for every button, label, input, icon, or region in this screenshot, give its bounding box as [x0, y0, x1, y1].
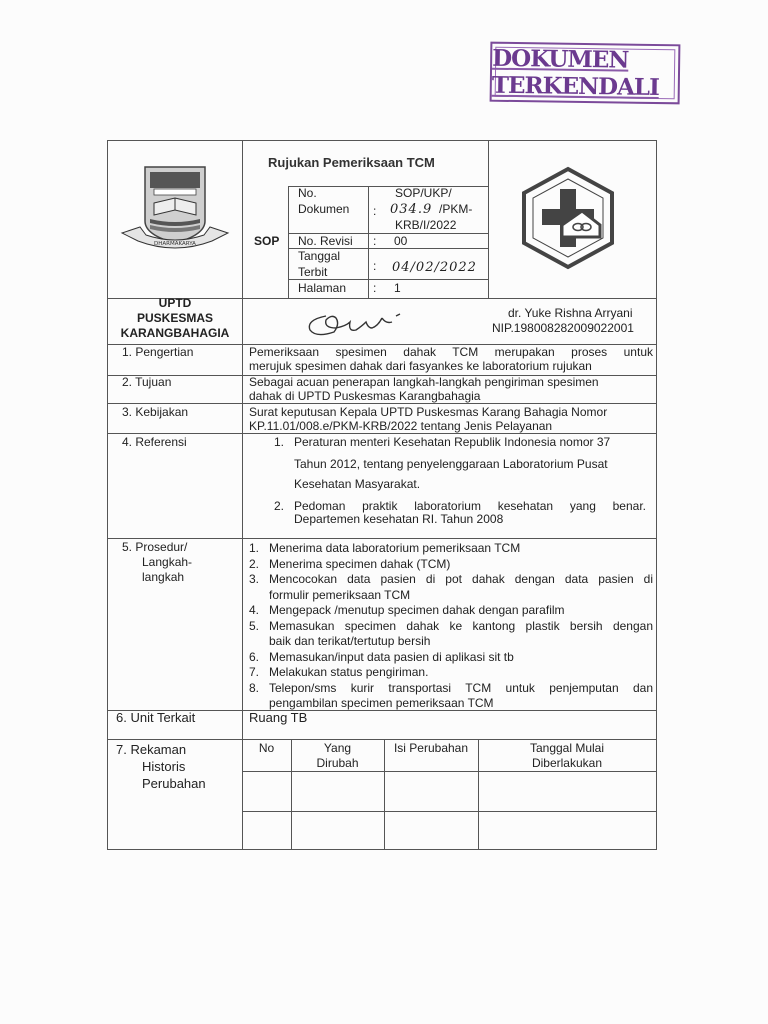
list-item: 1. Menerima data laboratorium pemeriksaan TCM	[249, 541, 521, 555]
document-title: Rujukan Pemeriksaan TCM	[268, 155, 435, 170]
prosedur-label-3: langkah	[142, 570, 185, 584]
org-uptd: UPTD	[158, 296, 192, 310]
list-item: 7. Melakukan status pengiriman.	[249, 665, 429, 679]
pengertian-line-1: Pemeriksaan spesimen dahak TCM merupakan proses untuk	[249, 345, 653, 359]
no-revisi-value: 00	[394, 234, 408, 248]
referensi-label: 4. Referensi	[122, 435, 187, 449]
tanggal-terbit-colon: :	[373, 259, 377, 273]
tujuan-line-1: Sebagai acuan penerapan langkah-langkah pengiriman spesimen	[249, 375, 599, 389]
stamp-text: DOKUMEN TERKENDALI	[491, 44, 660, 102]
list-item: 4. Mengepack /menutup specimen dahak dengan parafilm	[249, 603, 565, 617]
tanggal-terbit-label-2: Terbit	[298, 265, 328, 279]
tanggal-terbit-value: 04/02/2022	[392, 260, 477, 275]
pengertian-line-2: merujuk spesimen dahak dari fasyankes ke laboratorium rujukan	[249, 359, 592, 373]
prosedur-list	[249, 541, 653, 712]
prosedur-label: 5. Prosedur/	[122, 540, 188, 554]
sop-label: SOP	[254, 234, 280, 248]
list-item: 2. Menerima specimen dahak (TCM)	[249, 556, 451, 571]
signer-name: dr. Yuke Rishna Arryani	[508, 306, 633, 320]
no-dokumen-label: No.	[298, 186, 317, 200]
rekaman-col-isi: Isi Perubahan	[393, 741, 469, 755]
list-item: 3. Mencocokan data pasien di pot dahak dengan data pasien di formulir pemeriksaan TCM	[249, 572, 653, 602]
halaman-value: 1	[394, 281, 401, 295]
referensi-2-line-1: Pedoman praktik laboratorium kesehatan yang benar.	[294, 499, 646, 513]
referensi-1-line-3: Kesehatan Masyarakat.	[294, 477, 421, 491]
no-dokumen-value: SOP/UKP/	[395, 186, 452, 200]
no-dokumen-value-2: /PKM-	[439, 202, 473, 216]
no-dokumen-value-3: KRB/I/2022	[395, 218, 457, 232]
no-dokumen-colon: :	[373, 204, 377, 218]
kebijakan-label: 3. Kebijakan	[122, 405, 189, 419]
org-karangbahagia: KARANGBAHAGIA	[120, 326, 230, 340]
no-revisi-colon: :	[373, 234, 377, 248]
referensi-1-line-2: Tahun 2012, tentang penyelenggaraan Laboratorium Pusat	[294, 457, 608, 471]
no-dokumen-handwritten: 034.9	[390, 202, 433, 217]
rekaman-label-3: Perubahan	[142, 776, 206, 791]
regency-crest-logo	[120, 163, 230, 259]
tujuan-line-2: dahak di UPTD Puskesmas Karangbahagia	[249, 389, 481, 403]
list-item: 5. Memasukan specimen dahak ke kantong plastik bersih dengan baik dan terikat/tertutup bersih	[249, 618, 653, 648]
rekaman-col-yang: Yang	[323, 741, 352, 755]
signature	[296, 306, 416, 342]
referensi-2-line-2: Departemen kesehatan RI. Tahun 2008	[294, 512, 504, 526]
list-item: 6. Memasukan/input data pasien di aplikasi sit tb	[249, 649, 514, 664]
halaman-label: Halaman	[298, 281, 347, 295]
kebijakan-line-2: KP.11.01/008.e/PKM-KRB/2022 tentang Jenis Pelayanan	[249, 419, 553, 433]
org-puskesmas: PUSKESMAS	[136, 311, 213, 325]
list-item: 8. Telepon/sms kurir transportasi TCM untuk penjemputan dan pengambilan specimen pemeriksaan TCM	[249, 680, 653, 710]
signer-nip: NIP.198008282009022001	[492, 321, 634, 335]
rekaman-col-diberlakukan: Diberlakukan	[531, 756, 603, 770]
referensi-1-line-1: Peraturan menteri Kesehatan Republik Indonesia nomor 37	[294, 435, 611, 449]
rekaman-label-2: Historis	[142, 759, 186, 774]
rekaman-col-tanggal: Tanggal Mulai	[529, 741, 605, 755]
puskesmas-logo	[516, 165, 620, 271]
tujuan-label: 2. Tujuan	[122, 375, 172, 389]
tanggal-terbit-label: Tanggal	[298, 249, 341, 263]
rekaman-col-no: No	[258, 741, 275, 755]
prosedur-label-2: Langkah-	[142, 555, 193, 569]
kebijakan-line-1: Surat keputusan Kepala UPTD Puskesmas Karang Bahagia Nomor	[249, 405, 608, 419]
referensi-2-num: 2.	[274, 499, 285, 513]
no-dokumen-label-2: Dokumen	[298, 202, 350, 216]
halaman-colon: :	[373, 281, 377, 295]
unit-terkait-value: Ruang TB	[249, 710, 308, 725]
crest-motto: DHARMAKARYA	[154, 241, 196, 247]
controlled-document-stamp	[490, 42, 681, 105]
rekaman-label: 7. Rekaman	[116, 742, 187, 757]
sop-document	[107, 140, 657, 850]
unit-terkait-label: 6. Unit Terkait	[116, 710, 196, 725]
pengertian-label: 1. Pengertian	[122, 345, 194, 359]
referensi-1-num: 1.	[274, 435, 285, 449]
rekaman-col-dirubah: Dirubah	[316, 756, 359, 770]
no-revisi-label: No. Revisi	[298, 234, 353, 248]
